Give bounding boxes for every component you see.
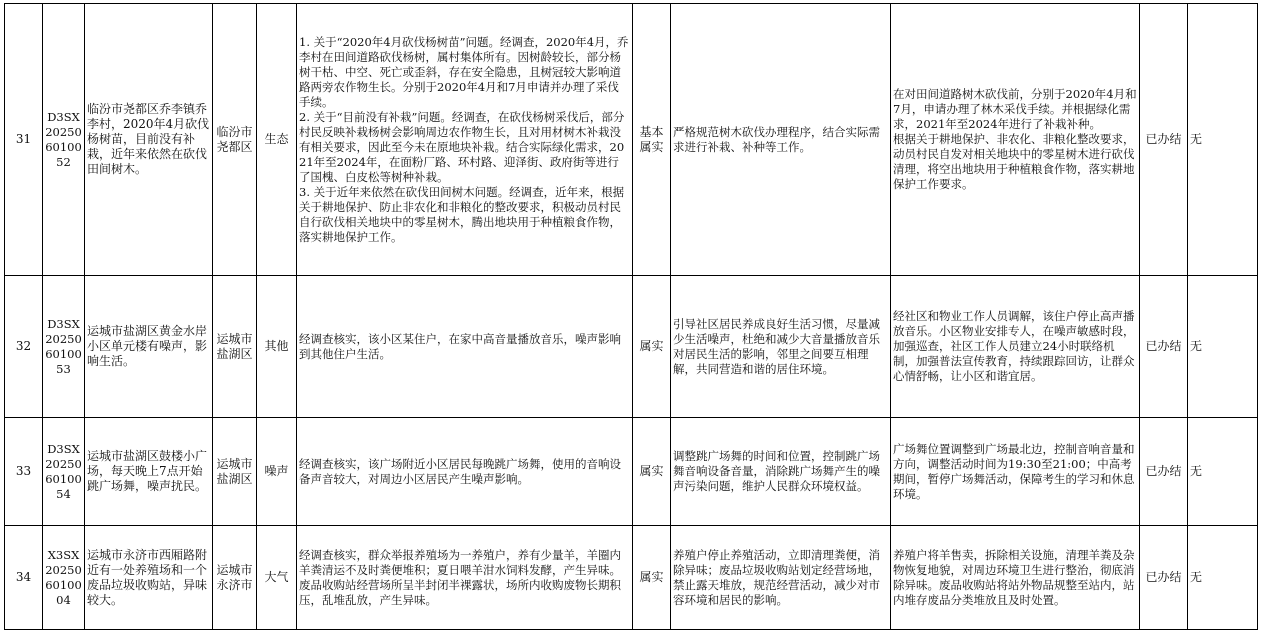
- pollution-type-cell: 噪声: [257, 418, 297, 526]
- verdict-cell: 属实: [633, 526, 671, 630]
- table-row: [5, 276, 1258, 418]
- table-row: [5, 4, 1258, 276]
- handling-result-cell: [891, 276, 1140, 418]
- complaint-table-container: [4, 3, 1257, 629]
- row-index-cell: 32: [5, 276, 43, 418]
- finding-paragraph: 经调查核实，该小区某住户，在家中高音量播放音乐，噪声影响到其他住户生活。: [299, 331, 621, 361]
- rectification-measure-cell: 调整跳广场舞的时间和位置，控制跳广场舞音响设备音量，消除跳广场舞产生的噪声污染问题，维护人民群众环境权益。: [671, 418, 891, 526]
- rectification-measure-cell: 养殖户停止养殖活动，立即清理粪便，消除异味；废品垃圾收购站划定经营场地，禁止露天堆放，规范经营活动，减少对市容环境和居民的影响。: [671, 526, 891, 630]
- finding-paragraph: 2. 关于“目前没有补栽”问题。经调查，在砍伐杨树采伐后，部分村民反映补栽杨树会影响周边农作物生长，且对用材树木补栽没有相关要求，因此至今未在原地块补栽。结合实际绿化需求，2021年至2024年，在面粉厂路、环村路、迎泽街、政府街等进行了国槐、白皮松等树种补栽。: [299, 109, 625, 184]
- case-code-cell: D3SX202506010054: [43, 418, 85, 526]
- complaint-summary-cell: 运城市盐湖区黄金水岸小区单元楼有噪声，影响生活。: [85, 276, 213, 418]
- finding-paragraph: 经调查核实，该广场附近小区居民每晚跳广场舞，使用的音响设备声音较大，对周边小区居民产生噪声影响。: [299, 456, 621, 486]
- investigation-finding-cell: [297, 4, 633, 276]
- finding-paragraph: 3. 关于近年来依然在砍伐田间树木问题。经调查，近年来，根据关于耕地保护、防止非农化和非粮化的整改要求，积极动员村民自行砍伐相关地块中的零星树木，腾出地块用于种植粮食作物，落实耕地保护工作。: [299, 184, 625, 244]
- finding-paragraph: 经调查核实，群众举报养殖场为一养殖户，养有少量羊，羊圈内羊粪清运不及时粪便堆积；夏日喂羊泔水饲料发酵，产生异味。废品收购站经营场所呈半封闭半裸露状，场所内收购废物长期积压，乱堆乱放，产生异味。: [299, 547, 621, 607]
- result-paragraph: 根据关于耕地保护、非农化、非粮化整改要求，动员村民自发对相关地块中的零星树木进行砍伐清理，将空出地块用于种植粮食作物，落实耕地保护工作要求。: [893, 132, 1135, 191]
- verdict-cell: 属实: [633, 276, 671, 418]
- row-index-cell: 31: [5, 4, 43, 276]
- pollution-type-cell: 大气: [257, 526, 297, 630]
- accountability-cell: 无: [1188, 526, 1258, 630]
- case-code-cell: D3SX202506010053: [43, 276, 85, 418]
- pollution-type-cell: 其他: [257, 276, 297, 418]
- complaint-table: [4, 3, 1258, 630]
- complaint-table-body: [5, 4, 1258, 630]
- complaint-summary-cell: 运城市永济市西厢路附近有一处养殖场和一个废品垃圾收购站，异味较大。: [85, 526, 213, 630]
- complaint-summary-cell: 临汾市尧都区乔李镇乔李村，2020年4月砍伐杨树苗，目前没有补栽，近年来依然在砍伐田间树木。: [85, 4, 213, 276]
- handling-result-cell: [891, 418, 1140, 526]
- complaint-summary-cell: 运城市盐湖区鼓楼小广场，每天晚上7点开始跳广场舞，噪声扰民。: [85, 418, 213, 526]
- accountability-cell: 无: [1188, 276, 1258, 418]
- result-paragraph: 养殖户将羊售卖，拆除相关设施，清理羊粪及杂物恢复地貌，对周边环境卫生进行整治，彻底消除异味。废品收购站将站外物品规整至站内，站内堆存废品分类堆放且及时处置。: [893, 547, 1135, 607]
- table-row: [5, 418, 1258, 526]
- case-code-cell: X3SX202506010004: [43, 526, 85, 630]
- status-cell: 已办结: [1140, 418, 1188, 526]
- investigation-finding-cell: [297, 276, 633, 418]
- investigation-finding-cell: [297, 526, 633, 630]
- result-paragraph: 在对田间道路树木砍伐前，分别于2020年4月和7月，申请办理了林木采伐手续。并根据绿化需求，2021年至2024年进行了补栽补种。: [893, 87, 1137, 131]
- administrative-area-cell: 运城市盐湖区: [213, 276, 257, 418]
- accountability-cell: 无: [1188, 418, 1258, 526]
- administrative-area-cell: 运城市盐湖区: [213, 418, 257, 526]
- handling-result-cell: [891, 526, 1140, 630]
- status-cell: 已办结: [1140, 4, 1188, 276]
- case-code-cell: D3SX202506010052: [43, 4, 85, 276]
- accountability-cell: 无: [1188, 4, 1258, 276]
- rectification-measure-cell: 引导社区居民养成良好生活习惯，尽量减少生活噪声，杜绝和减少大音量播放音乐对居民生活的影响，邻里之间要互相理解，共同营造和谐的居住环境。: [671, 276, 891, 418]
- administrative-area-cell: 运城市永济市: [213, 526, 257, 630]
- status-cell: 已办结: [1140, 526, 1188, 630]
- table-row: [5, 526, 1258, 630]
- investigation-finding-cell: [297, 418, 633, 526]
- verdict-cell: 基本属实: [633, 4, 671, 276]
- administrative-area-cell: 临汾市尧都区: [213, 4, 257, 276]
- pollution-type-cell: 生态: [257, 4, 297, 276]
- verdict-cell: 属实: [633, 418, 671, 526]
- result-paragraph: 广场舞位置调整到广场最北边，控制音响音量和方向，调整活动时间为19:30至21:00；中高考期间，暂停广场舞活动，保障考生的学习和休息环境。: [893, 441, 1135, 501]
- finding-paragraph: 1. 关于“2020年4月砍伐杨树苗”问题。经调查，2020年4月，乔李村在田间道路砍伐杨树，属村集体所有。因树龄较长，部分杨树干枯、中空、死亡或歪斜，存在安全隐患，且树冠较大影响道路两旁农作物生长。分别于2020年4月和7月申请并办理了采伐手续。: [299, 34, 629, 109]
- result-paragraph: 经社区和物业工作人员调解，该住户停止高声播放音乐。小区物业安排专人，在噪声敏感时段，加强巡查，社区工作人员建立24小时联络机制，加强普法宣传教育，持续跟踪回访，让群众心情舒畅，让小区和谐宜居。: [893, 309, 1135, 383]
- status-cell: 已办结: [1140, 276, 1188, 418]
- rectification-measure-cell: 严格规范树木砍伐办理程序，结合实际需求进行补栽、补种等工作。: [671, 4, 891, 276]
- handling-result-cell: [891, 4, 1140, 276]
- row-index-cell: 34: [5, 526, 43, 630]
- row-index-cell: 33: [5, 418, 43, 526]
